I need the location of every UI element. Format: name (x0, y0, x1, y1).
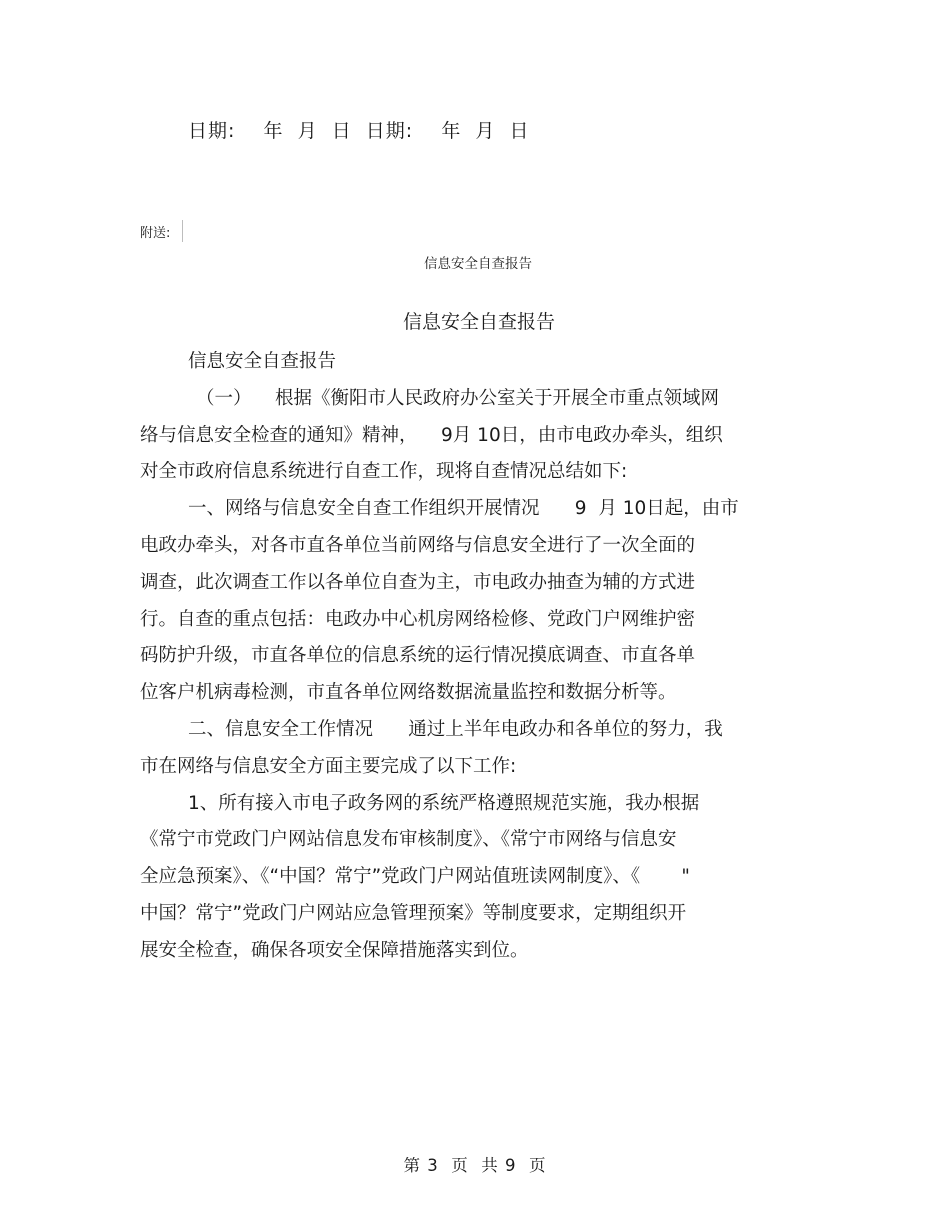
text-line: 电政办牵头，对各市直各单位当前网络与信息安全进行了一次全面的 (140, 534, 696, 556)
text-line: 展安全检查，确保各项安全保障措施落实到位。 (140, 939, 529, 961)
text-line: 市在网络与信息安全方面主要完成了以下工作: (140, 755, 517, 777)
text-line: 二、信息安全工作情况 通过上半年电政办和各单位的努力，我 (188, 718, 723, 740)
text-line: 中国？常宁”党政门户网站应急管理预案》等制度要求，定期组织开 (140, 902, 687, 924)
text-line: 调查，此次调查工作以各单位自查为主，市电政办抽查为辅的方式进 (140, 571, 696, 593)
text-line: 码防护升级，市直各单位的信息系统的运行情况摸底调查、市直各单 (140, 645, 696, 667)
document-body (140, 344, 800, 970)
attachment-note (140, 220, 183, 242)
text-line: 对全市政府信息系统进行自查工作，现将自查情况总结如下: (140, 461, 628, 483)
text-line: 位客户机病毒检测，市直各单位网络数据流量监控和数据分析等。 (140, 682, 677, 704)
running-header-title: 信息安全自查报告 (424, 256, 532, 272)
text-line: 1、所有接入市电子政务网的系统严格遵照规范实施，我办根据 (188, 792, 700, 814)
page-number-footer: 第 3 页 共 9 页 (403, 1156, 547, 1175)
date-line: 日期: 年 月 日 日期: 年 月 日 (188, 120, 530, 142)
text-line: 《常宁市党政门户网站信息发布审核制度》、《常宁市网络与信息安 (140, 829, 677, 851)
text-line: 全应急预案》、《“中国？常宁”党政门户网站值班读网制度》、《 " (140, 866, 690, 888)
text-line: 行。自查的重点包括：电政办中心机房网络检修、党政门户网维护密 (140, 608, 696, 630)
text-line: 一、网络与信息安全自查工作组织开展情况 9 月 10日起，由市 (188, 498, 739, 520)
text-line: 信息安全自查报告 (188, 351, 337, 372)
text-line: （一） 根据《衡阳市人民政府办公室关于开展全市重点领域网 (196, 387, 720, 409)
cursor-divider (182, 220, 183, 242)
attachment-label: 附送: (140, 225, 171, 241)
page-title: 信息安全自查报告 (402, 311, 555, 333)
text-line: 络与信息安全检查的通知》精神， 9月 10日，由市电政办牵头，组织 (140, 424, 723, 446)
